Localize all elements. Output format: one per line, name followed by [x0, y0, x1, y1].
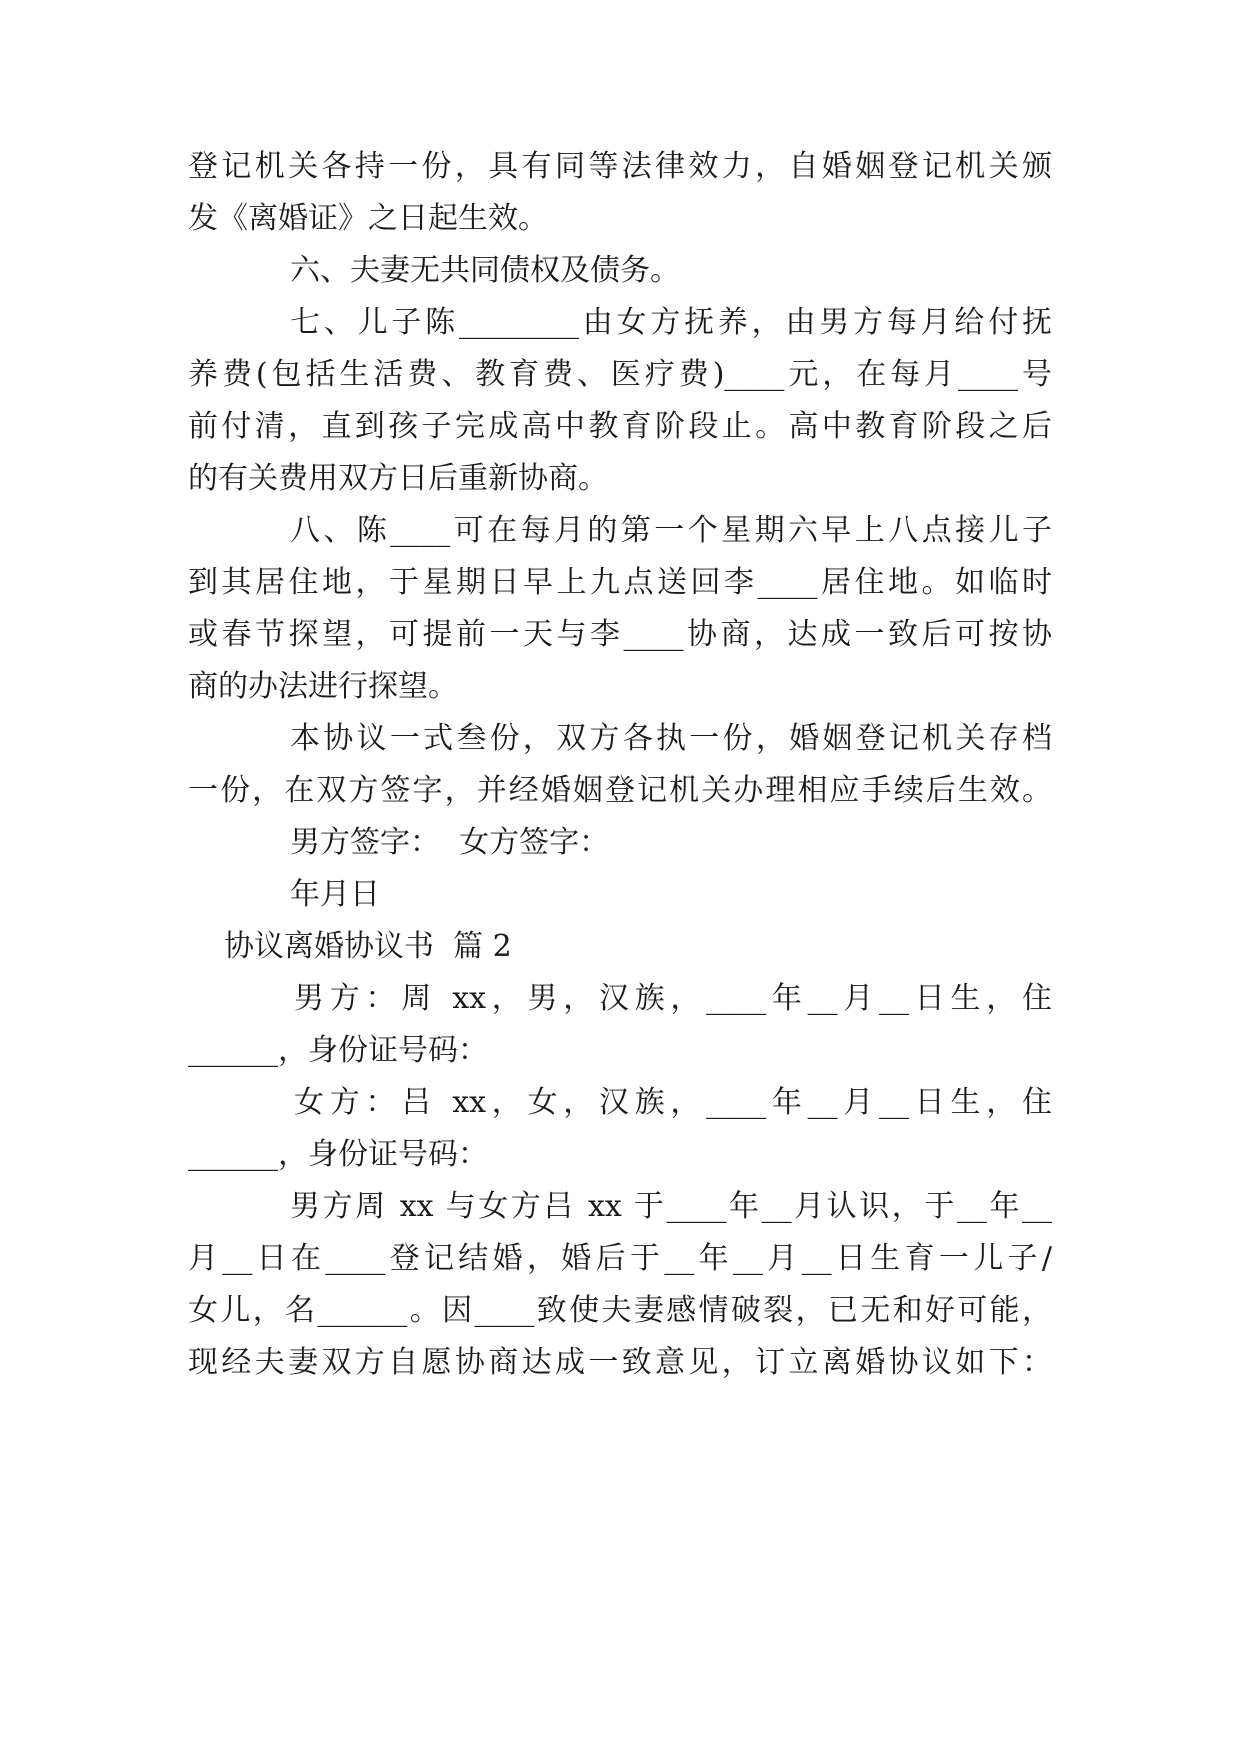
- text-line: [188, 612, 1052, 658]
- text-line: [188, 144, 1052, 190]
- text-line: [294, 1080, 1052, 1126]
- text-line-content: 六、夫妻无共同债权及债务。: [290, 253, 680, 288]
- text-line-content: 男方：周 xx，男，汉族，____年__月__日生，住: [294, 981, 1052, 1016]
- text-line: [188, 456, 1052, 502]
- text-line-content: 女方：吕 xx，女，汉族，____年__月__日生，住: [294, 1085, 1052, 1120]
- text-line: [290, 300, 1052, 346]
- text-line: [188, 664, 1052, 710]
- text-line: [290, 248, 1052, 294]
- text-line-content: 一份，在双方签字，并经婚姻登记机关办理相应手续后生效。: [188, 773, 1052, 808]
- text-line-content: 商的办法进行探望。: [188, 669, 458, 704]
- text-line: [188, 196, 1052, 242]
- text-line-content: 男方签字： 女方签字：: [290, 825, 610, 860]
- text-line-content: 八、陈____可在每月的第一个星期六早上八点接儿子: [290, 513, 1052, 548]
- date-line: [290, 872, 1052, 918]
- text-line: [290, 1184, 1052, 1230]
- text-line-content: 到其居住地，于星期日早上九点送回李____居住地。如临时: [188, 565, 1052, 600]
- text-line-content: ______，身份证号码：: [188, 1033, 488, 1068]
- text-line-content: 月__日在____登记结婚，婚后于__年__月__日生育一儿子/: [188, 1241, 1052, 1276]
- text-line: [188, 560, 1052, 606]
- text-line-content: 协议离婚协议书 篇 2: [224, 929, 512, 964]
- text-line-content: 现经夫妻双方自愿协商达成一致意见，订立离婚协议如下：: [188, 1345, 1052, 1380]
- text-line-content: 发《离婚证》之日起生效。: [188, 201, 548, 236]
- section-heading: [224, 924, 1052, 970]
- text-line-content: 养费(包括生活费、教育费、医疗费)____元，在每月____号: [188, 357, 1052, 392]
- text-line: [188, 404, 1052, 450]
- text-line-content: 男方周 xx 与女方吕 xx 于____年__月认识，于__年__: [290, 1189, 1052, 1224]
- text-line-content: 女儿，名______。因____致使夫妻感情破裂，已无和好可能，: [188, 1293, 1052, 1328]
- text-line: [294, 976, 1052, 1022]
- text-line-content: 登记机关各持一份，具有同等法律效力，自婚姻登记机关颁: [188, 149, 1052, 184]
- text-line: [188, 1236, 1052, 1282]
- text-line-content: 七、儿子陈________由女方抚养，由男方每月给付抚: [290, 305, 1052, 340]
- text-line-content: 或春节探望，可提前一天与李____协商，达成一致后可按协: [188, 617, 1052, 652]
- text-line: [188, 1028, 1052, 1074]
- text-line-content: 的有关费用双方日后重新协商。: [188, 461, 608, 496]
- text-line-content: 年月日: [290, 877, 380, 912]
- text-line-content: ______，身份证号码：: [188, 1137, 488, 1172]
- text-line-content: 前付清，直到孩子完成高中教育阶段止。高中教育阶段之后: [188, 409, 1052, 444]
- text-line: [188, 768, 1052, 814]
- text-line-content: 本协议一式叁份，双方各执一份，婚姻登记机关存档: [290, 721, 1052, 756]
- text-line: [188, 1132, 1052, 1178]
- text-line: [290, 508, 1052, 554]
- text-line: [290, 716, 1052, 762]
- signature-line: [290, 820, 1052, 866]
- text-line: [188, 1340, 1052, 1386]
- text-line: [188, 352, 1052, 398]
- text-line: [188, 1288, 1052, 1334]
